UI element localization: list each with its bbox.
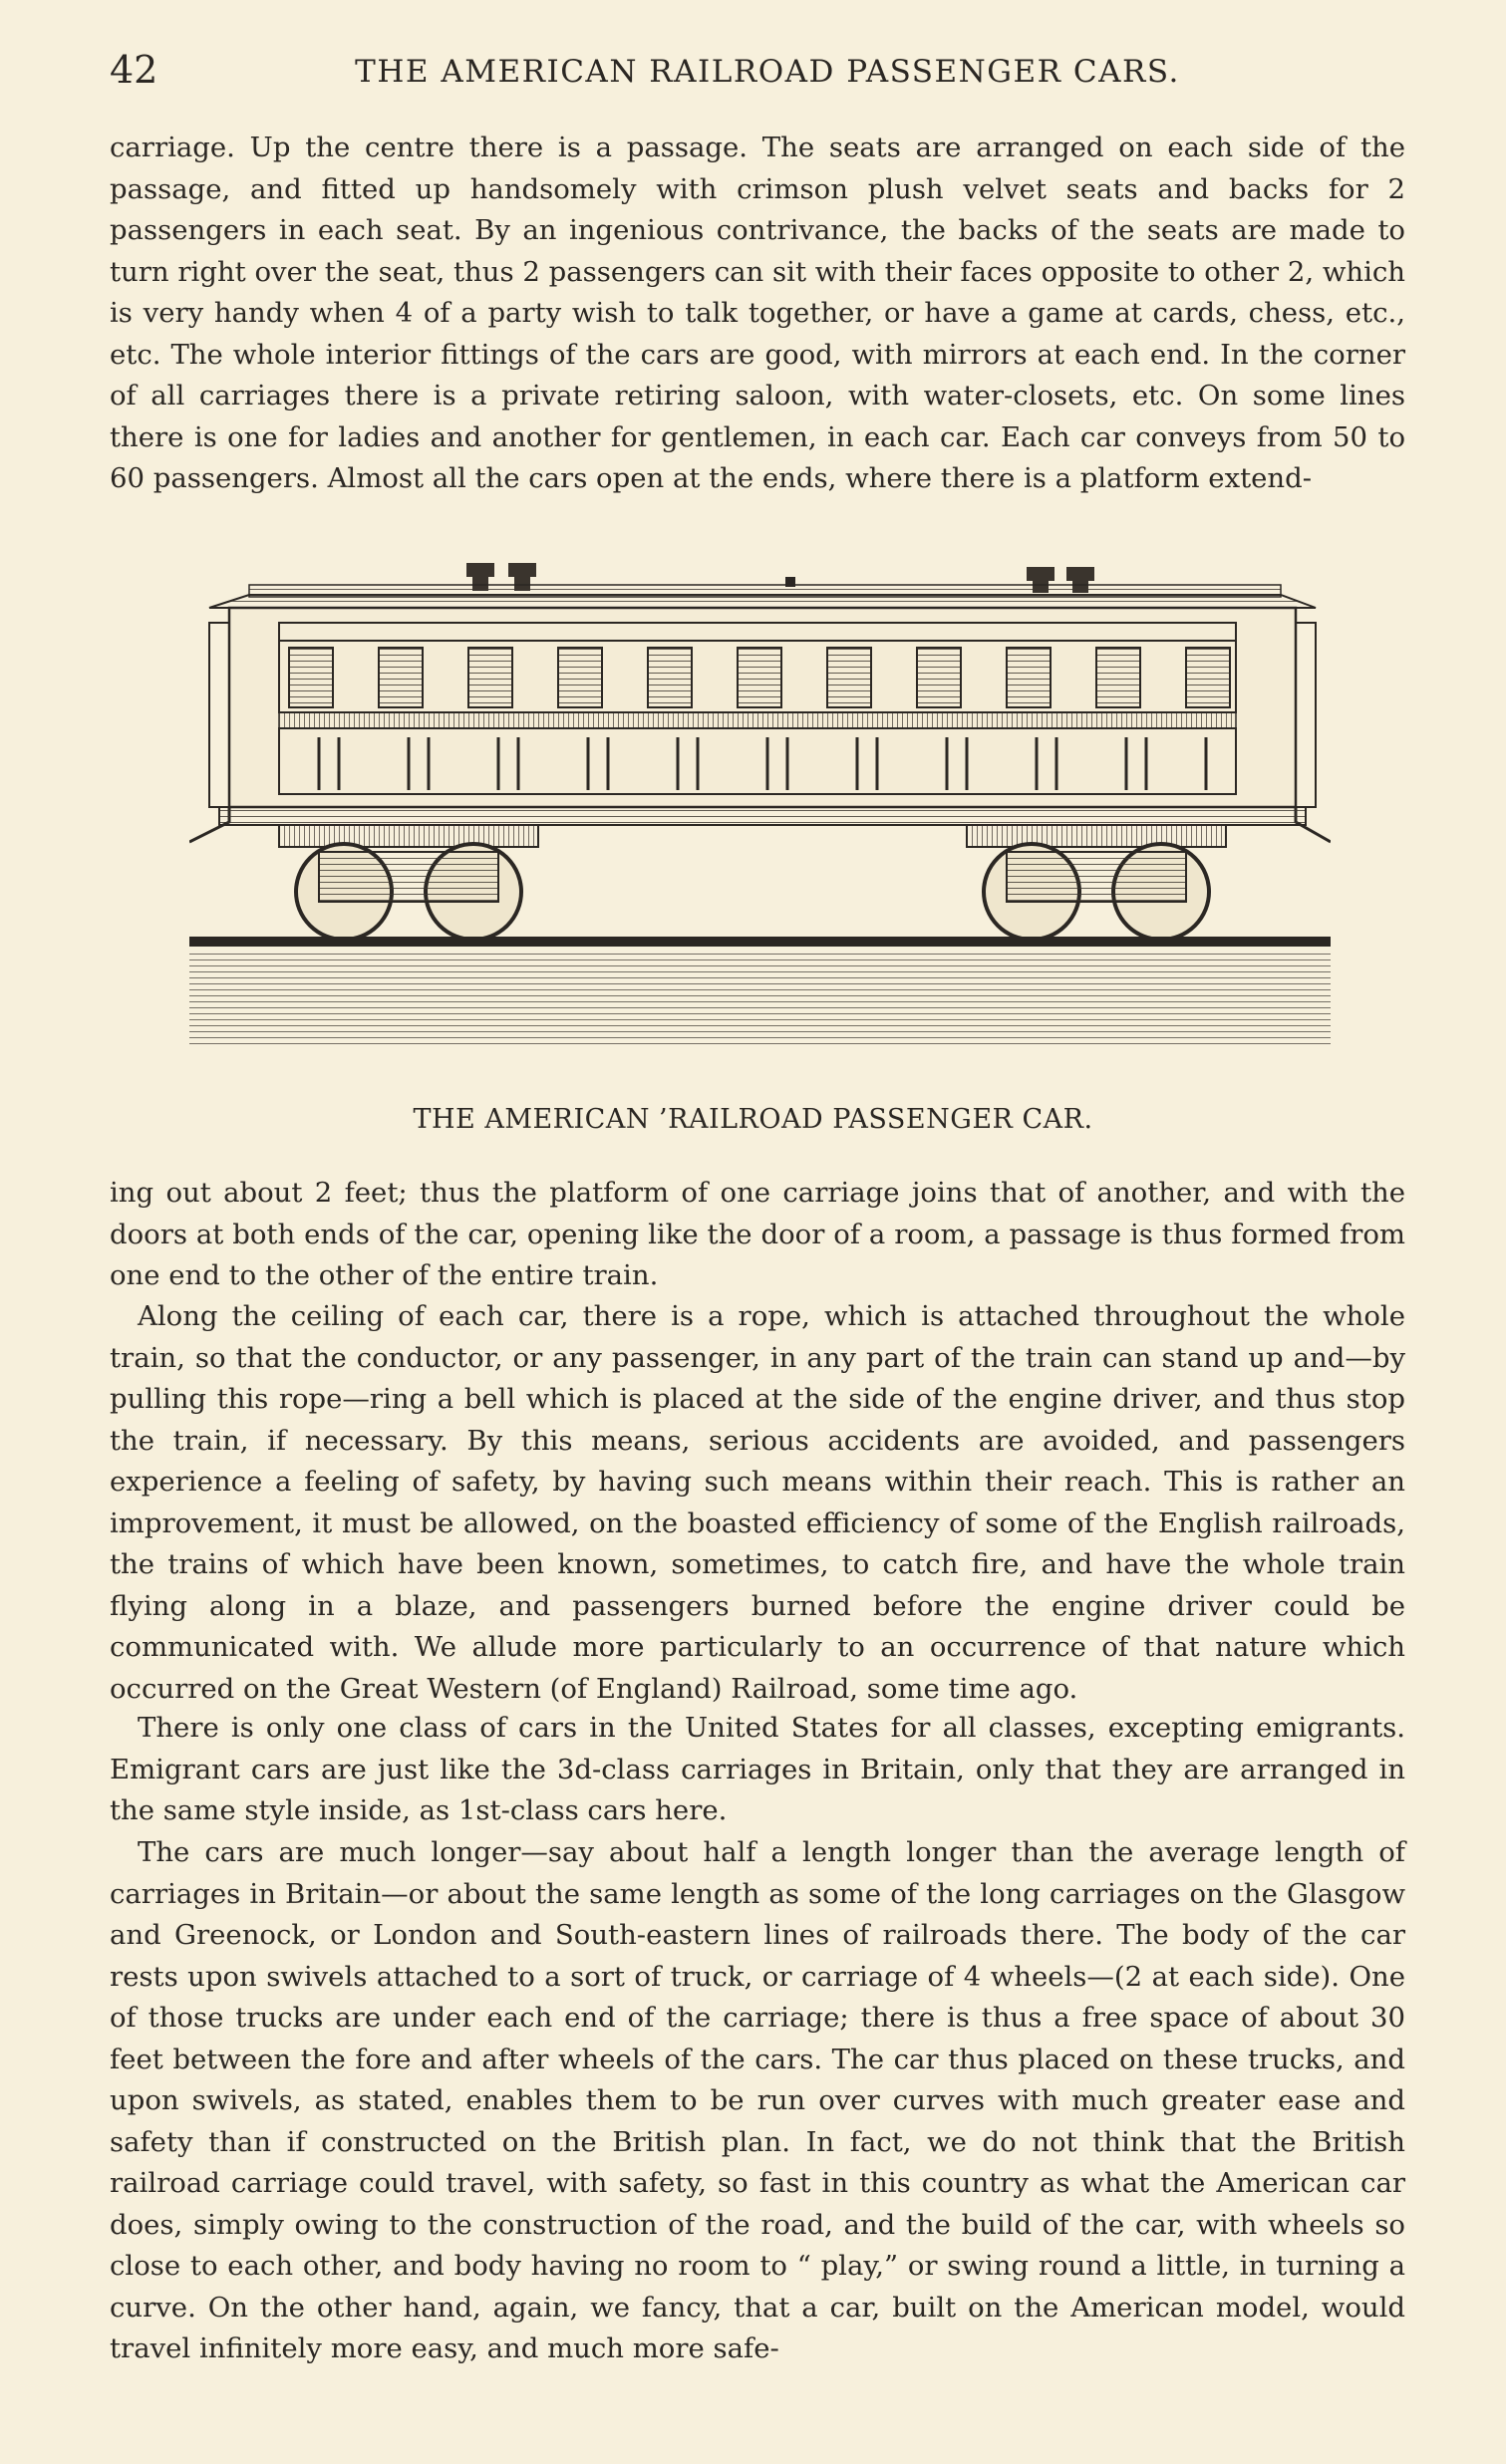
passenger-car-illustration <box>189 553 1331 1051</box>
page-header <box>110 40 1425 100</box>
page-number: 42 <box>110 48 158 92</box>
paragraph-bell-rope: Along the ceiling of each car, there is a rope, which is attached throughout the whole train, so that the conductor, or any passenger, in any part of the train can stand up and—by pulling this rope—ring a bell which is placed at the side of the engine driver, and thus stop the train, if necessary. By this means, serious accidents are avoided, and passengers experience a feeling of safety, by having such means within their reach. This is rather an improvement, it must be allowed, on the boasted efficiency of some of the English railroads, the trains of which have been known, sometimes, to catch fire, and have the whole train flying along in a blaze, and passengers burned before the engine driver could be communicated with. We allude more particularly to an occurrence of that nature which occurred on the Great Western (of England) Railroad, some time ago. <box>110 1300 1405 1705</box>
figure-caption: THE AMERICAN ’RAILROAD PASSENGER CAR. <box>413 1104 1093 1135</box>
paragraph-platform: ing out about 2 feet; thus the platform of one carriage joins that of another, and with the doors at both ends of the car, opening like the door of a room, a passage is thus formed from one end to the other of the entire train. <box>110 1177 1405 1291</box>
paragraph-car-classes: There is only one class of cars in the United States for all classes, excepting emigrants. Emigrant cars are just like the 3d-class carriages in Britain, only that they are arranged in the same style inside, as 1st-class cars here. <box>110 1712 1405 1826</box>
railroad-car-engraving <box>189 553 1331 1051</box>
running-head: THE AMERICAN RAILROAD PASSENGER CARS. <box>355 54 1180 90</box>
truck-left <box>279 825 538 940</box>
paragraph-carriage-interior: carriage. Up the centre there is a passage. The seats are arranged on each side of the passage, and fitted up handsomely with crimson plush velvet seats and backs for 2 passengers in each seat. By an ingenious contrivance, the backs of the seats are made to turn right over the seat, thus 2 passengers can sit with their faces opposite to other 2, which is very handy when 4 of a party wish to talk together, or have a game at cards, chess, etc., etc. The whole interior fittings of the cars are good, with mirrors at each end. In the corner of all carriages there is a private retiring saloon, with water-closets, etc. On some lines there is one for ladies and another for gentlemen, in each car. Each car conveys from 50 to 60 passengers. Almost all the cars open at the ends, where there is a platform extend- <box>110 132 1405 494</box>
truck-right <box>967 825 1226 940</box>
paragraph-car-length: The cars are much longer—say about half a length longer than the average length of carriages in Britain—or about the same length as some of the long carriages on the Glasgow and Greenock, or London and South-eastern lines of railroads there. The body of the car rests upon swivels attached to a sort of truck, or carriage of 4 wheels—(2 at each side). One of those trucks are under each end of the carriage; there is thus a free space of about 30 feet between the fore and after wheels of the cars. The car thus placed on these trucks, and upon swivels, as stated, enables them to be run over curves with much greater ease and safety than if constructed on the British plan. In fact, we do not think that the British railroad carriage could travel, with safety, so fast in this country as what the American car does, simply owing to the construction of the road, and the build of the car, with wheels so close to each other, and body having no room to “ play,” or swing round a little, in turning a curve. On the other hand, again, we fancy, that a car, built on the American model, would travel infinitely more easy, and much more safe- <box>110 1836 1405 2364</box>
